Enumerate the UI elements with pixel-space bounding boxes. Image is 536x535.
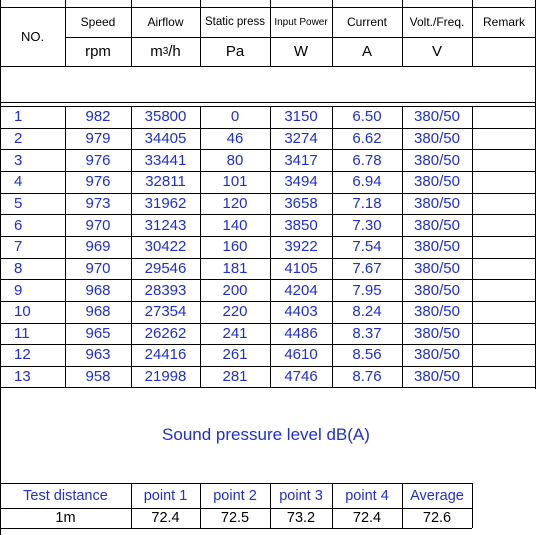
- row-13-no: 13: [14, 368, 31, 386]
- row-col-line: [402, 106, 403, 387]
- row-8-volt: 380/50: [414, 259, 460, 277]
- sound-label-1: point 1: [143, 487, 188, 504]
- row-line: [0, 279, 536, 280]
- row-13-speed: 958: [85, 368, 111, 386]
- row-10-volt: 380/50: [414, 303, 460, 321]
- sound-col-line: [472, 483, 473, 528]
- row-line: [0, 214, 536, 215]
- header-current: Current: [346, 15, 387, 29]
- row-7-static: 160: [222, 238, 248, 256]
- header-speed: Speed: [80, 15, 116, 29]
- row-7-no: 7: [14, 238, 23, 256]
- row-10-speed: 968: [85, 303, 111, 321]
- row-8-power: 4105: [284, 259, 318, 277]
- row-4-volt: 380/50: [414, 173, 460, 191]
- row-13-volt: 380/50: [414, 368, 460, 386]
- row-2-static: 46: [226, 129, 244, 147]
- sound-value-2: 72.5: [220, 510, 250, 526]
- sound-label-4: point 4: [345, 487, 389, 504]
- header-col-line: [200, 0, 201, 66]
- row-13-remark: [472, 366, 536, 388]
- row-line: [0, 387, 536, 388]
- row-11-volt: 380/50: [414, 324, 460, 342]
- row-6-speed: 970: [85, 216, 111, 234]
- row-11-remark: [472, 323, 536, 345]
- row-4-remark: [472, 171, 536, 193]
- row-5-no: 5: [14, 194, 23, 212]
- row-line: [0, 366, 536, 367]
- row-2-current: 6.62: [352, 129, 382, 147]
- row-5-power: 3658: [284, 194, 318, 212]
- row-10-current: 8.24: [352, 303, 382, 321]
- row-11-static: 241: [222, 324, 248, 342]
- sound-value-0: 1m: [55, 510, 76, 526]
- row-5-current: 7.18: [352, 194, 382, 212]
- row-10-no: 10: [14, 303, 31, 321]
- row-5-static: 120: [222, 194, 248, 212]
- row-13-current: 8.76: [352, 368, 382, 386]
- row-4-no: 4: [14, 173, 23, 191]
- unit-static-press: Pa: [225, 43, 245, 60]
- header-col-line: [402, 0, 403, 66]
- row-12-static: 261: [222, 346, 248, 364]
- row-col-line: [200, 106, 201, 387]
- rows-top-line: [0, 106, 536, 107]
- header-col-line: [270, 0, 271, 66]
- row-3-speed: 976: [85, 151, 111, 169]
- row-line: [0, 323, 536, 324]
- header-col-line: [472, 0, 473, 66]
- row-12-power: 4610: [284, 346, 318, 364]
- row-2-remark: [472, 128, 536, 150]
- row-col-line: [131, 106, 132, 387]
- sound-col-line: [402, 483, 403, 528]
- row-11-no: 11: [14, 324, 30, 342]
- unit-input-power: W: [293, 43, 309, 60]
- row-13-power: 4746: [284, 368, 318, 386]
- row-2-no: 2: [14, 129, 23, 147]
- header-mid-line: [65, 37, 536, 38]
- row-12-current: 8.56: [352, 346, 382, 364]
- row-5-remark: [472, 193, 536, 215]
- row-9-no: 9: [14, 281, 23, 299]
- row-1-remark: [472, 106, 536, 128]
- row-10-static: 220: [222, 303, 248, 321]
- sound-col-line: [200, 483, 201, 528]
- row-9-current: 7.95: [352, 281, 382, 299]
- sound-col-line: [270, 483, 271, 528]
- row-1-volt: 380/50: [414, 108, 460, 126]
- row-10-power: 4403: [284, 303, 318, 321]
- row-1-static: 0: [230, 108, 240, 126]
- header-static-press: Static press: [204, 16, 266, 28]
- sound-col-line: [131, 483, 132, 528]
- row-8-no: 8: [14, 259, 23, 277]
- row-line: [0, 344, 536, 345]
- row-3-volt: 380/50: [414, 151, 460, 169]
- header-no: NO.: [20, 29, 45, 44]
- row-7-current: 7.54: [352, 238, 382, 256]
- header-airflow: Airflow: [147, 15, 184, 29]
- row-12-volt: 380/50: [414, 346, 460, 364]
- row-6-static: 140: [222, 216, 248, 234]
- sound-label-2: point 2: [213, 487, 257, 504]
- unit-tail: /h: [168, 43, 181, 60]
- blank-band-bottom: [0, 102, 536, 103]
- row-3-remark: [472, 149, 536, 171]
- row-1-power: 3150: [284, 108, 318, 126]
- row-8-airflow: 29546: [144, 259, 187, 277]
- row-col-line: [270, 106, 271, 387]
- row-9-remark: [472, 279, 536, 301]
- header-col-line: [65, 0, 66, 66]
- header-top-line: [0, 7, 536, 8]
- row-col-line: [472, 106, 473, 387]
- row-4-speed: 976: [85, 173, 111, 191]
- sound-value-4: 72.4: [352, 510, 382, 526]
- row-9-static: 200: [222, 281, 248, 299]
- unit-remark: [472, 37, 536, 66]
- unit-current: A: [361, 43, 372, 60]
- sound-value-3: 73.2: [286, 510, 316, 526]
- row-2-volt: 380/50: [414, 129, 460, 147]
- row-12-airflow: 24416: [144, 346, 187, 364]
- sound-col-line: [332, 483, 333, 528]
- row-6-airflow: 31243: [144, 216, 187, 234]
- row-8-remark: [472, 258, 536, 280]
- sound-value-bottom: [0, 528, 472, 529]
- row-2-power: 3274: [284, 129, 318, 147]
- row-12-speed: 963: [85, 346, 111, 364]
- row-5-volt: 380/50: [414, 194, 460, 212]
- row-9-airflow: 28393: [144, 281, 187, 299]
- unit-airflow: m 3 /h: [150, 43, 181, 60]
- row-13-airflow: 21998: [144, 368, 187, 386]
- row-6-no: 6: [14, 216, 23, 234]
- sound-value-1: 72.4: [151, 510, 180, 526]
- row-1-speed: 982: [85, 108, 111, 126]
- row-6-power: 3850: [284, 216, 318, 234]
- row-1-airflow: 35800: [144, 108, 187, 126]
- row-11-power: 4486: [284, 324, 318, 342]
- row-7-power: 3922: [284, 238, 318, 256]
- row-col-line: [332, 106, 333, 387]
- row-7-speed: 969: [85, 238, 111, 256]
- unit-speed: rpm: [85, 43, 111, 60]
- row-10-airflow: 27354: [144, 303, 187, 321]
- row-8-current: 7.67: [352, 259, 382, 277]
- row-3-static: 80: [226, 151, 244, 169]
- row-4-static: 101: [222, 173, 248, 191]
- row-6-remark: [472, 214, 536, 236]
- row-8-speed: 970: [85, 259, 111, 277]
- sound-label-0: Test distance: [23, 487, 108, 504]
- header-col-line: [131, 0, 132, 66]
- row-4-current: 6.94: [352, 173, 382, 191]
- row-3-power: 3417: [284, 151, 318, 169]
- row-line: [0, 193, 536, 194]
- header-bottom-line: [0, 66, 536, 67]
- row-6-volt: 380/50: [414, 216, 460, 234]
- row-7-remark: [472, 236, 536, 258]
- row-line: [0, 171, 536, 172]
- row-1-no: 1: [14, 108, 23, 126]
- row-12-no: 12: [14, 346, 31, 364]
- sound-value-5: 72.6: [422, 510, 452, 526]
- header-input-power: Input Power: [274, 16, 328, 28]
- row-3-airflow: 33441: [144, 151, 187, 169]
- row-9-power: 4204: [284, 281, 318, 299]
- row-8-static: 181: [222, 259, 248, 277]
- row-11-speed: 965: [85, 324, 111, 342]
- row-12-remark: [472, 344, 536, 366]
- header-volt-freq: Volt./Freq.: [409, 15, 465, 29]
- row-9-speed: 968: [85, 281, 111, 299]
- row-line: [0, 258, 536, 259]
- row-6-current: 7.30: [352, 216, 382, 234]
- header-remark: Remark: [482, 15, 525, 29]
- row-5-speed: 973: [85, 194, 111, 212]
- sound-label-5: Average: [410, 487, 464, 504]
- row-col-line: [65, 106, 66, 387]
- row-line: [0, 149, 536, 150]
- row-2-airflow: 34405: [144, 129, 187, 147]
- unit-base: m: [150, 43, 163, 60]
- row-11-airflow: 26262: [144, 324, 187, 342]
- table-left-border: [0, 0, 1, 535]
- row-7-volt: 380/50: [414, 238, 460, 256]
- row-3-no: 3: [14, 151, 23, 169]
- unit-volt-freq: V: [431, 43, 442, 60]
- row-line: [0, 128, 536, 129]
- header-col-line: [332, 0, 333, 66]
- row-13-static: 281: [222, 368, 248, 386]
- row-4-airflow: 32811: [145, 173, 186, 191]
- row-7-airflow: 30422: [144, 238, 187, 256]
- sound-title: Sound pressure level dB(A): [162, 425, 370, 445]
- row-line: [0, 301, 536, 302]
- row-1-current: 6.50: [352, 108, 382, 126]
- row-2-speed: 979: [85, 129, 111, 147]
- row-5-airflow: 31962: [144, 194, 187, 212]
- row-11-current: 8.37: [352, 324, 382, 342]
- sound-label-3: point 3: [279, 487, 323, 504]
- row-3-current: 6.78: [352, 151, 382, 169]
- row-10-remark: [472, 301, 536, 323]
- row-9-volt: 380/50: [414, 281, 460, 299]
- row-line: [0, 236, 536, 237]
- row-4-power: 3494: [284, 173, 318, 191]
